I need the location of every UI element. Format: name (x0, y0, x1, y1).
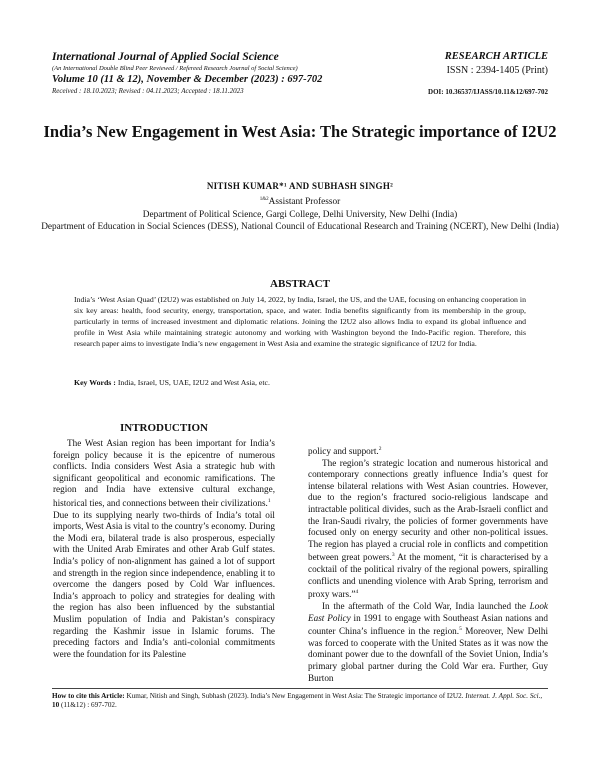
journal-subtitle: (An International Double Blind Peer Reviewed / Refereed Research Journal of Social Science) (52, 65, 298, 72)
article-meta (328, 50, 548, 97)
citation-journal: Internat. J. Appl. Soc. Sci., (465, 692, 543, 700)
affiliation-1: Department of Political Science, Gargi College, Delhi University, New Delhi (India) (142, 209, 458, 220)
role-superscript: 1&2 (259, 197, 269, 202)
paragraph-text: The region’s strategic location and numerous historical and contemporary connections greatly influence India’s quest for intense bilateral relations with West Asian countries. However, due to the region’s fractured socio-religious landscape and intractable political divides, such as the Arab-Israeli conflict and the Iran-Saudi rivalry, the policies of former governments have focused only on energy security and other non-political issues. The region has played a crucial role in conflicts and competition between great powers. (308, 457, 548, 563)
paragraph (308, 601, 548, 684)
paragraph-text: policy and support. (308, 446, 379, 457)
authors: NITISH KUMAR*¹ AND SUBHASH SINGH² (206, 181, 394, 191)
role-text: Assistant Professor (268, 197, 341, 208)
author-role (40, 194, 560, 209)
paragraph (53, 438, 275, 510)
citation-text: Kumar, Nitish and Singh, Subhash (2023). India’s New Engagement in West Asia: The Strategic importance of I2U2. (124, 692, 466, 700)
paragraph: Due to its supplying nearly two-thirds of India’s total oil imports, West Asia is vital to the country’s economy. During the Modi era, bilateral trade is also prosperous, especially with the United Arab Emirates and other Arab Gulf states. India’s policy of non-alignment has gained a lot of support and strength in the region since independence, enabling it to overcome the dangers posed by Cold War influences. India’s approach to policy and strategies for dealing with the region has also been influenced by the substantial Muslim population of India and Pakistan’s conspiracy regarding the Kashmir issue in Islamic forums. The preceding factors and India’s anti-colonial commitments were the foundation for its Palestine (53, 509, 275, 659)
paragraph-text: At the moment, “it is characterised by a cocktail of the political rivalry of the regional powers, spiralling conflicts and unending violence with Arab Spring, terrorism and proxy wars.” (308, 552, 548, 600)
footnote-ref: 4 (355, 589, 359, 596)
citation-volume: 10 (52, 701, 60, 710)
journal-title: International Journal of Applied Social Science (52, 51, 279, 63)
citation-label: How to cite this Article: (52, 692, 125, 700)
introduction-heading: INTRODUCTION (119, 422, 208, 434)
abstract-text: India’s ‘West Asian Quad’ (I2U2) was established on July 14, 2022, by India, Israel, the US, and the UAE, focusing on enhancing cooperation in six key areas: health, food security, energy, transportation, space, and water. India benefits significantly from its membership in the group, particularly in terms of increased investment and diplomatic relations. Joining the I2U2 also allows India to expand its global influence and profile in West Asia while maintaining strategic autonomy and working with Washington beyond the Indo-Pacific region. Therefore, this research paper aims to investigate India’s new engagement in West Asia and examine the strategic significance of I2U2 for India. (74, 295, 526, 348)
keywords-list: India, Israel, US, UAE, I2U2 and West Asia, etc. (117, 378, 270, 387)
footnote-ref: 5 (459, 626, 462, 633)
affiliation-2: Department of Education in Social Sciences (DESS), National Council of Educational Research and Training (NCERT), New Delhi (India) (41, 222, 559, 233)
footnote-ref: 3 (391, 552, 395, 559)
keywords-label: Key Words : (74, 378, 116, 387)
affiliations (40, 194, 560, 234)
paragraph-text: The West Asian region has been important for India’s foreign policy because it is the epicentre of numerous conflicts. India considers West Asia a strategic hub with significant geopolitical and economic ramifications. The region and India have extensive cultural exchange, historical ties, and connections between their civilizations. (53, 438, 275, 509)
citation (52, 692, 548, 711)
doi: DOI: 10.36537/IJASS/10.11&12/697-702 (428, 88, 548, 96)
keywords (74, 378, 526, 388)
paragraph (308, 444, 548, 458)
footer-divider (52, 688, 548, 689)
body-column-right (308, 444, 548, 684)
paragraph (308, 458, 548, 601)
footnote-ref: 1 (267, 497, 271, 504)
issn: ISSN : 2394-1405 (Print) (446, 65, 548, 76)
abstract-heading: ABSTRACT (270, 278, 330, 290)
paragraph-text: Moreover, New Delhi was forced to cooperate with the United States as it was now the dominant power due to the downfall of the Soviet Union, India’s primary global partner during the Cold War era. Further, Guy Burton (308, 626, 548, 683)
paragraph-text: In the aftermath of the Cold War, India launched the (322, 600, 530, 611)
footnote-ref: 2 (378, 446, 382, 452)
article-dates: Received : 18.10.2023; Revised : 04.11.2023; Accepted : 18.11.2023 (52, 87, 244, 95)
volume-info: Volume 10 (11 & 12), November & December (2023) : 697-702 (52, 74, 323, 85)
paragraph-text: in 1991 to engage with Southeast Asian nations and counter China’s influence in the region. (308, 612, 548, 637)
paper-title: India’s New Engagement in West Asia: The Strategic importance of I2U2 (43, 122, 557, 141)
policy-name: Look East Policy (308, 600, 548, 623)
citation-pages: (11&12) : 697-702. (59, 701, 117, 710)
body-column-left (53, 438, 275, 660)
article-type: RESEARCH ARTICLE (444, 51, 548, 62)
